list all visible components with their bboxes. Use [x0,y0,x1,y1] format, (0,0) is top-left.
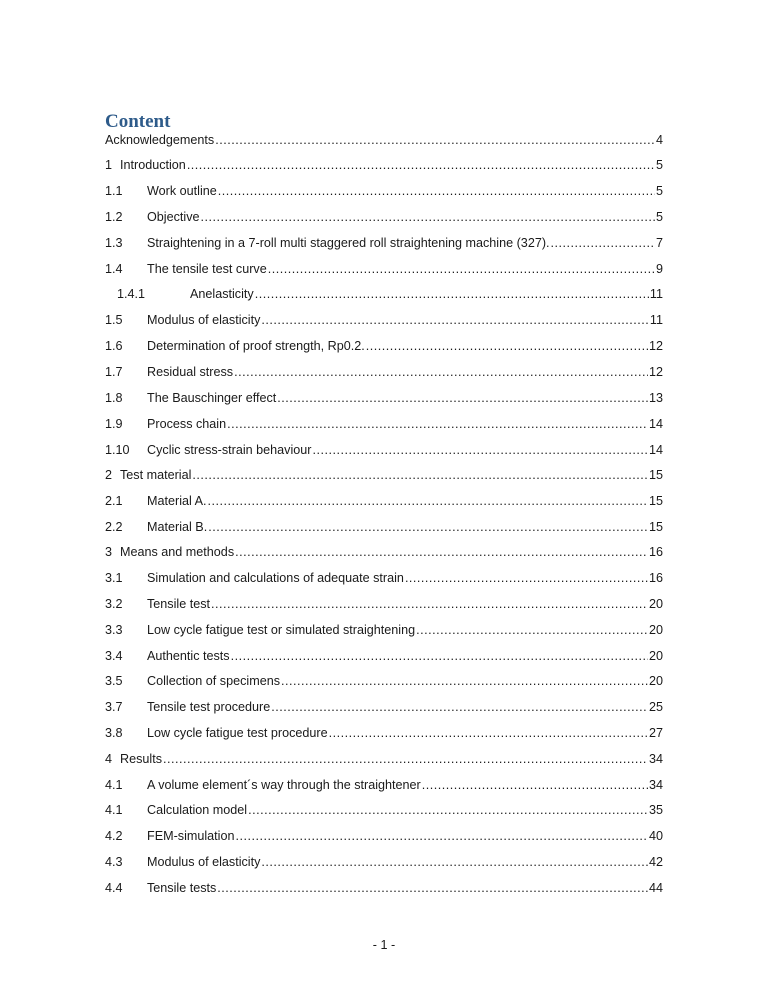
toc-entry[interactable] [0,724,768,742]
toc-leader-dots [227,415,648,433]
toc-entry-page: 34 [648,752,663,766]
toc-entry-page: 20 [648,623,663,637]
toc-entry-number: 1.3 [105,236,123,250]
toc-entry[interactable] [0,285,768,303]
toc-leader-dots [551,234,655,252]
toc-entry[interactable] [0,182,768,200]
toc-entry-number: 1.9 [105,417,123,431]
toc-leader-dots [416,621,648,639]
toc-entry-page: 42 [648,855,663,869]
toc-leader-dots [201,208,655,226]
page-number: - 1 - [372,938,396,952]
toc-entry-title: Modulus of elasticity [147,313,261,327]
toc-entry-number: 3.8 [105,726,123,740]
toc-entry-title: Determination of proof strength, Rp0.2. [147,339,365,353]
toc-entry-page: 25 [648,700,663,714]
toc-entry-number: 3.5 [105,674,123,688]
toc-leader-dots [234,363,648,381]
toc-entry-number: 4.1 [105,778,123,792]
toc-leader-dots [217,879,648,897]
toc-entry-title: Calculation model [147,803,248,817]
toc-entry-title: Process chain [147,417,227,431]
toc-entry-page: 7 [655,236,663,250]
toc-entry[interactable] [0,827,768,845]
toc-entry-title: Acknowledgements [105,133,215,147]
toc-entry-page: 4 [655,133,663,147]
toc-entry-number: 4.2 [105,829,123,843]
toc-entry-page: 20 [648,674,663,688]
toc-entry-page: 11 [649,313,663,327]
toc-entry-number: 3 [105,545,113,559]
toc-entry-number: 1.4 [105,262,123,276]
toc-entry-page: 14 [648,443,663,457]
toc-leader-dots [268,260,655,278]
toc-entry-title: Test material [120,468,192,482]
toc-entry-title: The Bauschinger effect [147,391,277,405]
toc-entry-title: The tensile test curve [147,262,267,276]
toc-entry-number: 3.7 [105,700,123,714]
toc-leader-dots [235,543,648,561]
toc-entry[interactable] [0,156,768,174]
toc-entry-page: 20 [648,649,663,663]
toc-entry[interactable] [0,621,768,639]
toc-leader-dots [281,672,648,690]
toc-title: Content [105,111,171,132]
toc-leader-dots [248,801,648,819]
toc-entry-page: 11 [649,287,663,301]
toc-entry-title: Collection of specimens [147,674,280,688]
toc-entry-number: 1.2 [105,210,123,224]
toc-entry-number: 4.4 [105,881,123,895]
toc-entry-title: A volume element´s way through the straightener [147,778,421,792]
toc-entry-page: 15 [648,468,663,482]
toc-entry-number: 1.6 [105,339,123,353]
toc-entry[interactable] [0,518,768,536]
toc-entry-page: 16 [648,545,663,559]
toc-entry-title: Material B. [147,520,208,534]
toc-entry-title: Residual stress [147,365,234,379]
toc-entry[interactable] [0,595,768,613]
toc-entry-title: Simulation and calculations of adequate strain [147,571,404,585]
toc-leader-dots [312,441,648,459]
toc-entry-page: 5 [655,184,663,198]
toc-entry-title: Cyclic stress-strain behaviour [147,443,312,457]
toc-entry-page: 14 [648,417,663,431]
toc-entry-number: 4.1 [105,803,123,817]
toc-entry-page: 5 [655,158,663,172]
toc-entry-number: 3.4 [105,649,123,663]
toc-entry-title: Tensile tests [147,881,217,895]
toc-leader-dots [218,182,655,200]
toc-leader-dots [261,853,648,871]
toc-entry-title: Low cycle fatigue test procedure [147,726,328,740]
toc-entry[interactable] [0,776,768,794]
toc-leader-dots [192,466,648,484]
toc-entry-number: 1.5 [105,313,123,327]
toc-entry-number: 3.2 [105,597,123,611]
toc-entry-number: 1.10 [105,443,130,457]
toc-leader-dots [255,285,649,303]
toc-entry-title: Straightening in a 7-roll multi staggered roll straightening machine (327). [147,236,550,250]
toc-leader-dots [208,518,648,536]
toc-entry[interactable] [0,311,768,329]
toc-entry[interactable] [0,853,768,871]
toc-entry-title: Results [120,752,162,766]
toc-entry-title: Introduction [120,158,186,172]
toc-entry-page: 12 [648,365,663,379]
toc-entry-number: 2.1 [105,494,123,508]
toc-leader-dots [211,595,648,613]
toc-entry-page: 44 [648,881,663,895]
toc-entry-page: 27 [648,726,663,740]
toc-entry[interactable] [0,363,768,381]
toc-leader-dots [271,698,648,716]
toc-entry-number: 4 [105,752,113,766]
toc-entry-page: 40 [648,829,663,843]
toc-entry-number: 2.2 [105,520,123,534]
toc-leader-dots [329,724,648,742]
toc-leader-dots [215,131,655,149]
toc-leader-dots [277,389,648,407]
toc-entry-number: 1.4.1 [117,287,146,301]
toc-entry[interactable] [0,750,768,768]
toc-leader-dots [231,647,648,665]
toc-entry-title: Tensile test procedure [147,700,271,714]
toc-entry-number: 2 [105,468,113,482]
toc-entry[interactable] [0,131,768,149]
toc-leader-dots [261,311,649,329]
toc-entry-title: Means and methods [120,545,235,559]
toc-entry-title: Low cycle fatigue test or simulated straightening [147,623,416,637]
toc-entry-title: Objective [147,210,200,224]
toc-entry-page: 20 [648,597,663,611]
toc-leader-dots [163,750,648,768]
toc-entry-page: 13 [648,391,663,405]
toc-entry-number: 3.3 [105,623,123,637]
toc-entry-page: 35 [648,803,663,817]
toc-leader-dots [422,776,648,794]
toc-entry[interactable] [0,672,768,690]
toc-entry-number: 1.8 [105,391,123,405]
toc-leader-dots [187,156,655,174]
toc-entry[interactable] [0,208,768,226]
toc-leader-dots [366,337,648,355]
toc-entry[interactable] [0,543,768,561]
toc-entry-number: 1 [105,158,113,172]
toc-entry[interactable] [0,337,768,355]
toc-entry[interactable] [0,234,768,252]
toc-entry-page: 15 [648,494,663,508]
toc-entry-number: 1.7 [105,365,123,379]
toc-entry-number: 1.1 [105,184,123,198]
toc-entry[interactable] [0,260,768,278]
toc-entry-page: 9 [655,262,663,276]
toc-entry[interactable] [0,492,768,510]
toc-entry-number: 4.3 [105,855,123,869]
toc-entry[interactable] [0,441,768,459]
toc-leader-dots [208,492,648,510]
toc-leader-dots [405,569,648,587]
toc-entry-page: 34 [648,778,663,792]
toc-entry-page: 15 [648,520,663,534]
toc-entry-title: Modulus of elasticity [147,855,261,869]
toc-entry-title: FEM-simulation [147,829,235,843]
toc-entry-title: Anelasticity [190,287,254,301]
toc-entry-number: 3.1 [105,571,123,585]
toc-entry-title: Tensile test [147,597,210,611]
toc-entry-page: 5 [655,210,663,224]
toc-leader-dots [235,827,648,845]
toc-entry[interactable] [0,647,768,665]
toc-entry-page: 16 [648,571,663,585]
toc-entry-title: Material A. [147,494,207,508]
toc-entry[interactable] [0,801,768,819]
toc-entry-title: Work outline [147,184,217,198]
toc-entry[interactable] [0,698,768,716]
toc-entry[interactable] [0,879,768,897]
toc-entry[interactable] [0,569,768,587]
toc-entry-page: 12 [648,339,663,353]
toc-entry[interactable] [0,389,768,407]
toc-entry[interactable] [0,466,768,484]
toc-entry[interactable] [0,415,768,433]
toc-entry-title: Authentic tests [147,649,230,663]
